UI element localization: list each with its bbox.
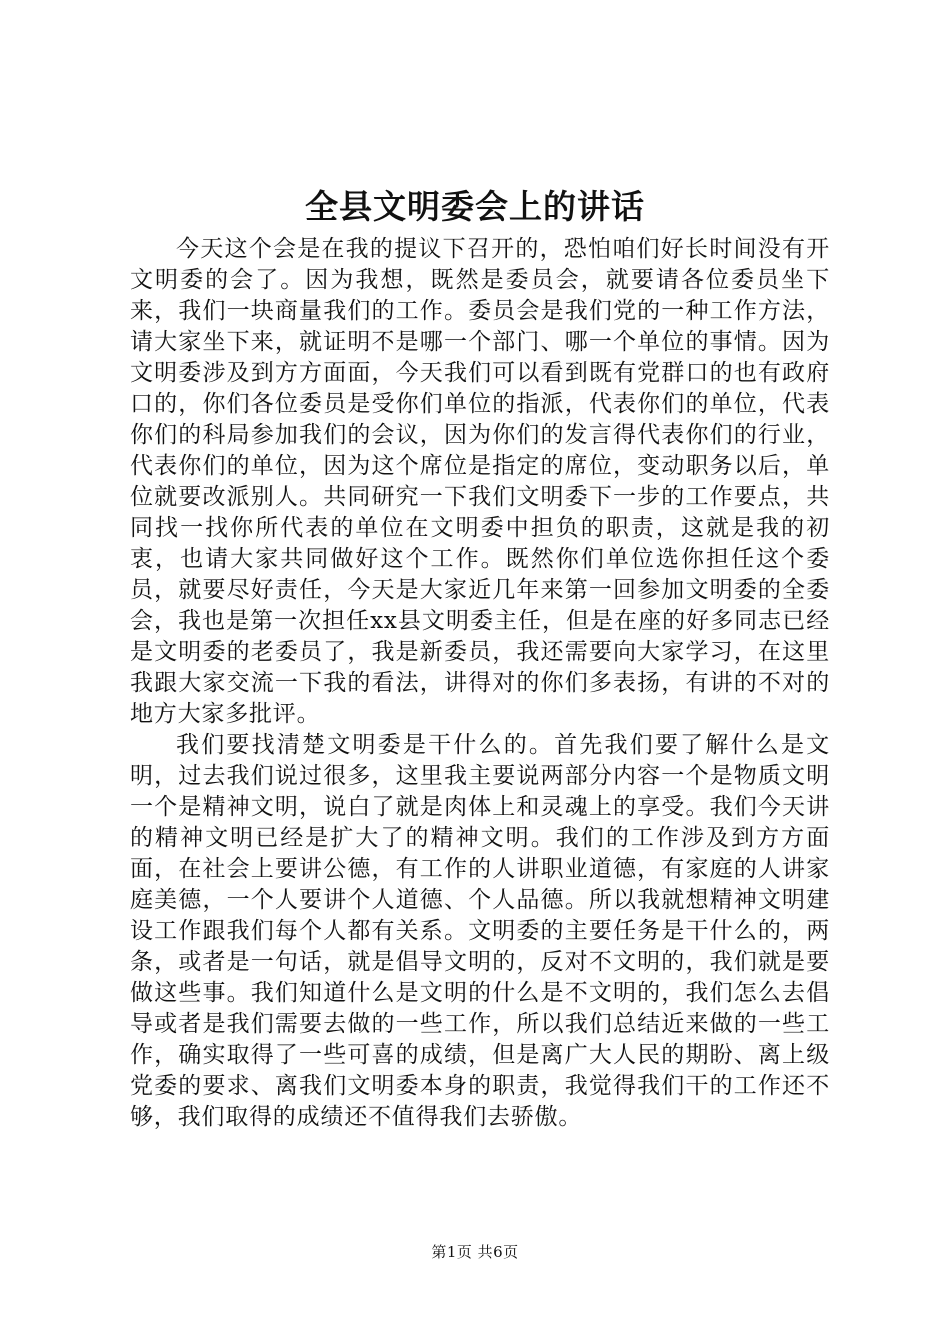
paragraph-1: 今天这个会是在我的提议下召开的，恐怕咱们好长时间没有开文明委的会了。因为我想，既然是委员会，就要请各位委员坐下来，我们一块商量我们的工作。委员会是我们党的一种工作方法，请大家坐下来，就证明不是哪一个部门、哪一个单位的事情。因为文明委涉及到方方面面，今天我们可以看到既有党群口的也有政府口的，你们各位委员是受你们单位的指派，代表你们的单位，代表你们的科局参加我们的会议，因为你们的发言得代表你们的行业，代表你们的单位，因为这个席位是指定的席位，变动职务以后，单位就要改派别人。共同研究一下我们文明委下一步的工作要点，共同找一找你所代表的单位在文明委中担负的职责，这就是我的初衷，也请大家共同做好这个工作。既然你们单位选你担任这个委员，就要尽好责任，今天是大家近几年来第一回参加文明委的全委会，我也是第一次担任xx县文明委主任，但是在座的好多同志已经是文明委的老委员了，我是新委员，我还需要向大家学习，在这里我跟大家交流一下我的看法，讲得对的你们多表扬，有讲的不对的地方大家多批评。 <box>130 236 830 727</box>
paragraph-2: 我们要找清楚文明委是干什么的。首先我们要了解什么是文明，过去我们说过很多，这里我主要说两部分内容一个是物质文明一个是精神文明，说白了就是肉体上和灵魂上的享受。我们今天讲的精神文明已经是扩大了的精神文明。我们的工作涉及到方方面面，在社会上要讲公德，有工作的人讲职业道德，有家庭的人讲家庭美德，一个人要讲个人道德、个人品德。所以我就想精神文明建设工作跟我们每个人都有关系。文明委的主要任务是干什么的，两条，或者是一句话，就是倡导文明的，反对不文明的，我们就是要做这些事。我们知道什么是文明的什么是不文明的，我们怎么去倡导或者是我们需要去做的一些工作，所以我们总结近来做的一些工作，确实取得了一些可喜的成绩，但是离广大人民的期盼、离上级党委的要求、离我们文明委本身的职责，我觉得我们干的工作还不够，我们取得的成绩还不值得我们去骄傲。 <box>130 732 830 1130</box>
document-body <box>130 234 830 1133</box>
page-footer: 第1页 共6页 <box>431 1243 519 1261</box>
document-title: 全县文明委会上的讲话 <box>305 187 645 226</box>
